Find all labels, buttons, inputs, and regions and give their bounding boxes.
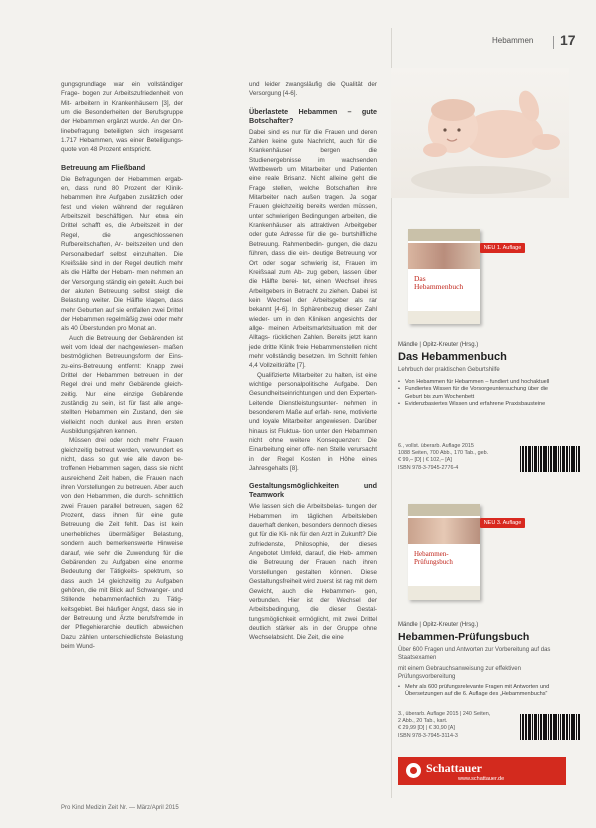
text-line: dieses Angebotet Umfeld, darauf, die Heb- xyxy=(249,540,377,558)
book-subtitle: Lehrbuch der praktischen Geburtshilfe xyxy=(398,367,500,373)
cover-footer xyxy=(408,311,480,324)
baby-illustration xyxy=(391,68,569,198)
feature-item: • Fundiertes Wissen für die Vorsorgeuntersuchung über die Geburt bis zum Wochenbett xyxy=(398,386,566,401)
text-line: 1.717 Hebammen, was einer Beteiligungs- xyxy=(61,137,183,145)
cover-title: Hebammen-Prüfungsbuch xyxy=(414,550,453,566)
publisher-url: www.schattauer.de xyxy=(458,776,505,782)
barcode-bar xyxy=(522,446,524,472)
text-line: en, dass rund 80 Prozent der Klinik- xyxy=(61,185,183,193)
isbn-barcode xyxy=(520,446,581,472)
text-line: stellten Hebammen ein Zustand, den sie xyxy=(61,409,183,417)
text-line: rene, motivierte und loyale Mitarbeiter xyxy=(249,409,377,426)
book-features xyxy=(398,684,566,699)
text-line: angewiesen. Darüber hinaus ist Fluktua- xyxy=(249,418,377,435)
text-line: gleichzeitig betreut werden, verwundert xyxy=(61,446,177,454)
text-line: ammen die Betreuung der Frauen nach xyxy=(249,550,377,567)
text-line: Regel drei und mehr Gebärende gleich- xyxy=(61,381,183,389)
subheading: Betreuung am Fließband xyxy=(61,162,146,172)
text-line: schafft es, die Arbeitszeit in der Regel, xyxy=(61,222,183,239)
publisher-name: Schattauer xyxy=(426,761,482,775)
text-line: deutlich mehr als die Hälfte der Hebam- xyxy=(61,259,183,277)
text-line: gungen, die dazu führen, dass die ein- xyxy=(249,240,377,258)
book-cover-pruefungsbuch[interactable] xyxy=(408,504,480,600)
detail-line: € 99,– [D] | € 102,– [A] xyxy=(398,457,452,464)
text-line: sogar Frauen gleichzeitig bereits werden xyxy=(249,194,377,211)
barcode-bar xyxy=(546,714,547,740)
text-line: bemerkenswerte Hinweise darauf, wie sehr die xyxy=(61,540,183,557)
isbn-barcode xyxy=(520,714,581,740)
text-line: gen, verbunden. Hier ist der Wechsel xyxy=(249,587,377,604)
text-line: und Stillende hebammenfachlich zu Tätig- xyxy=(61,586,183,604)
text-line: müssen, unter schwierigen Bedingungen xyxy=(249,203,377,220)
barcode-bar xyxy=(560,714,561,740)
text-line: der Eins-zu-eins-Betreuung entfernt: Knapp zwei xyxy=(61,353,183,370)
text-line: dennoch dieses gut für die Kli- xyxy=(249,522,377,539)
cover-photo xyxy=(408,243,480,269)
text-line: Pflegehierarchie deutlich abweichen Dazu xyxy=(61,624,183,641)
detail-line: 3., überarb. Auflage 2015 | 240 Seiten, xyxy=(398,711,491,717)
text-line: rag mit dem Gewicht, auch die Hebammen- xyxy=(249,578,377,595)
page-number: 17 xyxy=(560,32,576,48)
text-line: der Arbeitsbedingung, die dieser Gestal- xyxy=(249,596,377,614)
barcode-bar xyxy=(578,446,580,472)
detail-line: 2 Abb., 20 Tab., kart. xyxy=(398,718,448,725)
text-line: zählen unterschiedlichste Belastung beim Wund- xyxy=(61,633,184,650)
text-line: schwierig ist, Frauen im Kreißsaal zum Ab- xyxy=(249,259,377,276)
new-edition-badge: NEU 1. Auflage xyxy=(480,243,525,253)
text-line: unerhebliches übermäßiger Belastung, sondern auch xyxy=(61,530,183,548)
text-line: Müssen drei oder noch mehr Frauen xyxy=(69,437,183,445)
barcode-bar xyxy=(532,714,533,740)
barcode-bar xyxy=(522,714,524,740)
barcode-bar xyxy=(536,714,537,740)
barcode-bar xyxy=(536,446,537,472)
text-line: eine enorme Bedeutung der Tätigkeits- xyxy=(61,558,183,576)
text-line: keitsgebiet. Bei häufiger Angst, dass sie in der xyxy=(61,605,183,622)
text-line: beitszeiten und den Personalbedarf selbst xyxy=(61,241,183,258)
text-line: geteilt. Auch bei der akuten Betreuung xyxy=(61,278,183,295)
text-line: Drittel der Hebammen betreuen in der xyxy=(61,371,183,379)
text-line: maßen bestmöglichen Betreuungsform xyxy=(61,343,183,361)
text-line: sagen 62 Prozent, dass ihnen für eine xyxy=(61,502,183,520)
cover-band xyxy=(408,504,480,516)
text-line: wachsenden Wettbewerb um Mitarbeiter xyxy=(249,156,377,174)
detail-line: 1088 Seiten, 700 Abb., 170 Tab., geb. xyxy=(398,450,489,457)
text-line: Wie lassen sich die Arbeitsbelas- xyxy=(249,503,347,511)
text-line: hebammen ihre Aufgaben zusätzlich oder xyxy=(61,194,183,202)
text-line: zeitig. Nur eine einzige Gebärende xyxy=(61,390,183,398)
text-line: ihren Vorstellungen gestalten können. xyxy=(249,559,377,576)
article-column-2 xyxy=(249,80,377,643)
text-line: nehmen in besonderem Maße auf erfah- xyxy=(249,399,378,416)
text-line: Hebammen ergänzt wurde. An der On- xyxy=(72,118,183,126)
text-line: troffenen Hebammen sagen, dass sie nicht xyxy=(61,465,183,473)
subheading: Gestaltungsmöglichkeiten und Teamwork xyxy=(249,481,377,500)
paragraph xyxy=(249,371,377,474)
text-line: Auch die Betreuung der Gebärenden xyxy=(69,334,177,342)
text-line: ausreichend Zeit haben, die Frauen nach xyxy=(61,474,183,482)
barcode-bar xyxy=(560,446,561,472)
paragraph xyxy=(249,502,377,642)
book-title: Das Hebammenbuch xyxy=(398,351,507,363)
book-subtitle: Über 600 Fragen und Antworten zur Vorbereitung auf das Staatsexamen xyxy=(398,647,551,661)
barcode-bar xyxy=(540,714,542,740)
text-line: mehr vollständig besetzen. Im Schnitt xyxy=(249,352,360,360)
text-line: Die Befragungen der Hebammen ergab- xyxy=(61,175,183,183)
text-line: tungen der Hebammen im täglichen xyxy=(249,503,377,520)
text-line: Betreuung und Ärzte berufsfremde in der xyxy=(61,614,183,632)
section-header: Hebammen xyxy=(492,36,534,45)
detail-line: ISBN 978-3-7945-3114-3 xyxy=(398,732,458,739)
text-line: Versorgung [4-6]. xyxy=(249,90,298,98)
text-line: quote von 48 Prozent entspricht. xyxy=(61,146,152,154)
barcode-bar xyxy=(554,446,557,472)
text-line: deutige Betreuung vor Ort oder sogar xyxy=(249,250,377,267)
barcode-bar xyxy=(546,446,547,472)
paragraph xyxy=(61,80,183,155)
text-line: [4-6]. In Sphärenbezug dieser Zahl wieder- xyxy=(249,306,377,323)
schattauer-logo-icon xyxy=(406,763,421,778)
article-column-1 xyxy=(61,80,183,651)
text-line: Aufgaben gehören, die mit Blick auf Schwanger- xyxy=(61,577,183,594)
text-line: und leider zwangsläufig die Qualität der xyxy=(249,81,377,88)
barcode-bar xyxy=(564,714,565,740)
text-line: Ausbildungsjahren kennen. xyxy=(61,428,137,436)
paragraph xyxy=(61,175,183,334)
text-line: Drittel deutlich stärker als in der Gruppe xyxy=(249,615,377,632)
baby-photo xyxy=(391,68,569,198)
page-footer: Pro Kind Medizin Zeit Nr. — März/April 2015 xyxy=(61,805,179,811)
text-line: tet, einen Wechsel ihres Arbeitgebers xyxy=(249,278,377,295)
text-line: schnittlich zwei Frauen parallel betreuen, xyxy=(61,493,183,510)
text-line: zwei Drittel der Hebammen regelmäßig xyxy=(61,306,183,323)
barcode-bar xyxy=(550,714,552,740)
text-line: gungsgrundlage war ein vollständiger Frage- xyxy=(61,81,183,98)
text-line: zwei oder mehr als 40 Überstunden pro xyxy=(61,315,183,333)
book-editors: Mändle | Opitz-Kreuter (Hrsg.) xyxy=(398,622,479,628)
text-line: fest und vielen während der regulären xyxy=(61,203,183,211)
text-line: Zahlen keine gute Nachricht, auch für die xyxy=(249,138,377,146)
text-line: fehlen 4,4 Vollzeitkräfte [7]. xyxy=(249,352,377,370)
text-line: vielleicht noch dunkel aus ihren ersten xyxy=(61,418,183,426)
text-line: linebefragung beteiligten sich insgesamt xyxy=(61,127,183,135)
text-line: men nehmen an der Versorgung ständig ein xyxy=(61,269,183,286)
text-line: Krankenhäuser bergen die Studienergebnisse im xyxy=(249,147,377,164)
text-line: zuständig zu sein, ist für fast alle ange- xyxy=(61,400,183,407)
detail-line: ISBN 978-3-7945-2776-4 xyxy=(398,464,459,471)
feature-item: • Von Hebammen für Hebammen – fundiert und hochaktuell xyxy=(398,379,566,386)
cover-footer xyxy=(408,586,480,600)
text-line: eine wichtige personalpolitische Aufgabe. xyxy=(249,371,377,388)
barcode-bar xyxy=(564,446,565,472)
text-line: tion unter den Hebammen nicht ohne xyxy=(249,427,377,445)
text-line: Arbeitszeit beschäftigen. Nur etwa ein Drittel xyxy=(61,213,183,230)
text-line: ohne Wechselabsicht. Die Zeit, die eine xyxy=(249,624,377,642)
book-features xyxy=(398,379,566,409)
barcode-bar xyxy=(526,714,527,740)
text-line: einzuhalten. Die Kreißsäle sind in der Regel xyxy=(61,250,183,267)
book-cover-hebammenbuch[interactable] xyxy=(408,229,480,324)
text-line: nik für den Arzt in Zukunft? xyxy=(290,531,368,539)
text-line: ihre Mitarbeiter nach außen tragen. Ja xyxy=(249,184,377,202)
text-line: tungsmöglichkeit ermöglicht, mit zwei xyxy=(249,615,361,623)
text-line: Dabei sind es nur für die Frauen und deren xyxy=(249,128,377,136)
text-line: burtshilfliche Betreuung. Rahmenbedin- xyxy=(249,231,377,248)
header-separator xyxy=(553,36,554,49)
text-line: spektrum, so dass auch 14 gleichzeitig zu xyxy=(61,568,184,585)
paragraph xyxy=(249,128,377,371)
book-title: Hebammen-Prüfungsbuch xyxy=(398,631,530,643)
text-line: dritte Klinik freie Hebammenstellen nicht xyxy=(263,343,377,351)
barcode-bar xyxy=(554,714,557,740)
cover-photo xyxy=(408,518,480,544)
text-line: selbst steigt die Belastung weiter. Die Hälfte xyxy=(61,287,183,305)
subheading: Überlastete Hebammen – gute Botschafter? xyxy=(249,106,377,125)
barcode-bar xyxy=(526,446,527,472)
text-line: nen Stelle verursacht in der Regel Kosten xyxy=(249,446,377,463)
text-line: in Betracht zu ziehen. Dabei ist kein xyxy=(249,287,377,304)
book-details xyxy=(398,711,518,740)
text-line: gute Betreuung die Zeit fehlt. Das ist kein xyxy=(61,512,183,529)
barcode-bar xyxy=(532,446,533,472)
feature-item: • Evidenzbasiertes Wissen und erfahrene Praxisbausteine xyxy=(398,401,566,408)
barcode-bar xyxy=(569,714,570,740)
paragraph xyxy=(61,334,183,437)
book-editors: Mändle | Opitz-Kreuter (Hrsg.) xyxy=(398,342,479,348)
text-line: Zuwendung für die Gebärenden zu Aufgaben xyxy=(61,549,183,566)
barcode-bar xyxy=(540,446,542,472)
publisher-banner[interactable] xyxy=(398,757,566,785)
text-line: Arbeitgeber oder gute Adresse für die ge- xyxy=(249,222,377,239)
text-line: Die zufriedenste, Philosophie, der xyxy=(249,531,377,548)
text-line: rücklichen Zahlen. Bereits jetzt kann jede xyxy=(249,334,378,351)
barcode-bar xyxy=(569,446,570,472)
text-line: weitere Konsequenzen: Die Einarbeitung einer offe- xyxy=(249,437,378,454)
detail-line: 6., vollst. überarb. Auflage 2015 xyxy=(398,443,474,449)
cover-title: Das Hebammenbuch xyxy=(414,274,464,291)
text-line: die Besonderheiten der Berufsgruppe der xyxy=(61,109,184,126)
text-line: auch von den Hebammen, die durch- xyxy=(61,484,183,501)
new-edition-badge: NEU 3. Auflage xyxy=(480,518,525,528)
detail-line: € 29,99 [D] | € 30,90 [A] xyxy=(398,725,455,732)
text-line: bogen zur Arbeitszufriedenheit von Mit- xyxy=(61,90,184,107)
text-line: zug geben, lassen über die Hälfte berei- xyxy=(249,268,377,286)
text-line: und Patienten eine reale Brisanz. Nicht alleine xyxy=(249,166,377,183)
book-subtitle-2: mit einem Gebrauchsanweisung zur effektiven Prüfungsvorbereitung xyxy=(398,666,521,680)
text-line: ihren Vorstellungen zu betreuen. Aber xyxy=(61,484,170,492)
text-line: Diese Gestaltungsfreiheit wird zuerst ist xyxy=(249,568,377,586)
text-line: die angeschlossenen Rufbereitschaften, Ar- xyxy=(61,231,183,249)
paragraph xyxy=(61,436,183,651)
barcode-bar xyxy=(550,446,552,472)
text-line: Arbeitsleben dauerhaft denken, besonders xyxy=(249,512,377,530)
text-line: klagen, dass mehr Geburten auf sie entfallen xyxy=(61,297,184,314)
text-line: ist weit vom Ideal der nachgewiesen- xyxy=(61,334,183,351)
text-line: Den Gesundheitseinrichtungen und den xyxy=(249,380,377,398)
paragraph xyxy=(249,80,377,99)
text-line: Wechsel der Arbeitsgeber als rar bekannt xyxy=(249,296,377,314)
text-line: arbeiten, die Krankenhäuser als attraktiven xyxy=(249,212,377,230)
text-line: um in den Kliniken angesichts der allge- xyxy=(249,315,377,332)
text-line: meinen Arbeitsmarktsituation mit der Alltags- xyxy=(249,324,377,342)
text-line: Qualifizierte Mitarbeiter zu halten, ist xyxy=(257,371,366,379)
book-details xyxy=(398,443,518,472)
text-line: arbeitern in Krankenhäusern [3], der um xyxy=(61,99,183,117)
barcode-bar xyxy=(574,446,575,472)
barcode-bar xyxy=(578,714,580,740)
text-line: Monat an. xyxy=(128,325,157,333)
cover-band xyxy=(408,229,480,241)
barcode-bar xyxy=(574,714,575,740)
feature-item: • Mehr als 600 prüfungsrelevante Fragen mit Antworten und Übersetzungen auf die 6. Auflage des „Hebammenbuchs“ xyxy=(398,684,566,699)
text-line: Experten-Leitende Dienstleistungsunter- xyxy=(249,390,377,407)
text-line: es nicht, dass so gut wie alle davon be- xyxy=(61,446,183,464)
text-line: in Höhe eines Jahresgehalts [8]. xyxy=(249,455,377,473)
text-line: geht die Frage stellen, welche Botschaften xyxy=(249,175,377,192)
